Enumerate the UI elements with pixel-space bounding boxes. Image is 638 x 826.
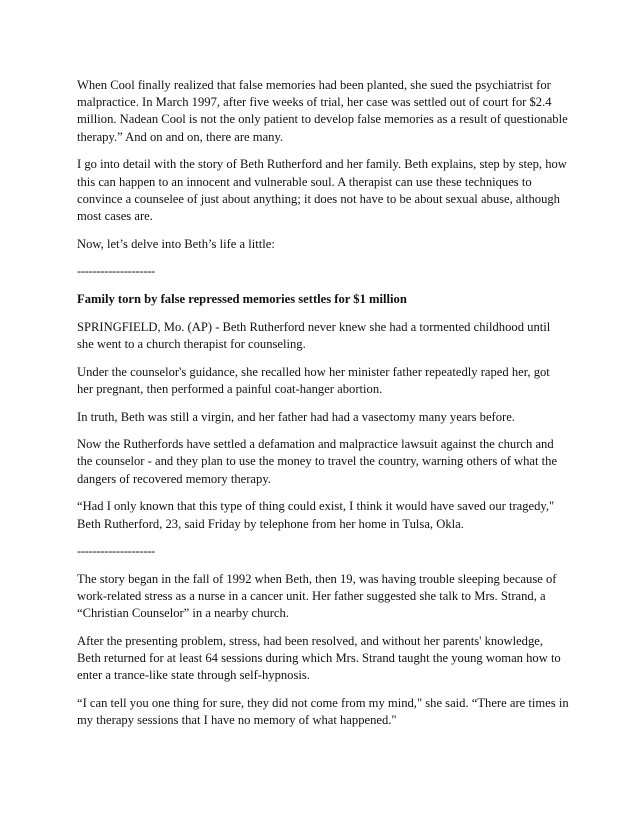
text-line: Under the counselor's guidance, she recalled how her minister father repeatedly raped her, got (77, 364, 550, 379)
text-line: I go into detail with the story of Beth Rutherford and her family. Beth explains, step by step, how (77, 157, 567, 172)
text-line: SPRINGFIELD, Mo. (AP) - Beth Rutherford never knew she had a tormented childhood until (77, 319, 551, 334)
text-line: Beth Rutherford, 23, said Friday by telephone from her home in Tulsa, Okla. (77, 516, 464, 531)
article-heading: Family torn by false repressed memories settles for $1 million (77, 292, 407, 307)
text-line: Now the Rutherfords have settled a defamation and malpractice lawsuit against the church and (77, 437, 554, 452)
text-line: the counselor - and they plan to use the money to travel the country, warning others of what the (77, 454, 558, 469)
text-line: The story began in the fall of 1992 when Beth, then 19, was having trouble sleeping because of (77, 571, 557, 586)
text-line: her pregnant, then performed a painful coat-hanger abortion. (77, 381, 383, 396)
text-line: work-related stress as a nurse in a cancer unit. Her father suggested she talk to Mrs. Strand, a (77, 589, 546, 604)
paragraph-sessions (77, 633, 567, 685)
text-line: therapy.” And on and on, there are many. (77, 129, 284, 144)
text-line: my therapy sessions that I have no memory of what happened." (77, 713, 397, 728)
text-line: million. Nadean Cool is not the only patient to develop false memories as a result of questionable (77, 112, 568, 127)
paragraph-settlement (77, 436, 567, 488)
paragraph-in-truth (77, 409, 567, 426)
text-line: “Had I only known that this type of thing could exist, I think it would have saved our tragedy," (77, 499, 555, 514)
text-line: In truth, Beth was still a virgin, and her father had had a vasectomy many years before. (77, 409, 515, 424)
text-line: she went to a church therapist for counseling. (77, 336, 306, 351)
text-line: “I can tell you one thing for sure, they did not come from my mind," she said. “There are times in (77, 696, 569, 711)
text-line: dangers of recovered memory therapy. (77, 471, 271, 486)
section-divider: -------------------- (77, 264, 155, 279)
text-line: When Cool finally realized that false memories had been planted, she sued the psychiatrist for (77, 78, 551, 92)
text-line: most cases are. (77, 208, 153, 223)
paragraph-story-began (77, 571, 567, 623)
paragraph-beth-intro (77, 156, 567, 225)
paragraph-delve (77, 236, 567, 253)
paragraph-quote-tragedy (77, 498, 567, 532)
text-line: convince a counselee of just about anything; it does not have to be about sexual abuse, although (77, 191, 560, 206)
text-line: enter a trance-like state through self-hypnosis. (77, 668, 310, 683)
text-line: Now, let’s delve into Beth’s life a little: (77, 236, 275, 251)
paragraph-counselor-guidance (77, 364, 567, 398)
document-page (77, 77, 567, 740)
paragraph-quote-mind (77, 695, 567, 729)
text-line: Beth returned for at least 64 sessions during which Mrs. Strand taught the young woman how to (77, 651, 561, 666)
text-line: this can happen to an innocent and vulnerable soul. A therapist can use these techniques to (77, 174, 532, 189)
text-line: malpractice. In March 1997, after five weeks of trial, her case was settled out of court for $2.4 (77, 95, 552, 110)
paragraph-nadean-cool (77, 77, 567, 146)
text-line: After the presenting problem, stress, had been resolved, and without her parents' knowledge, (77, 634, 544, 649)
text-line: “Christian Counselor” in a nearby church. (77, 606, 289, 621)
paragraph-springfield (77, 319, 567, 353)
section-divider: -------------------- (77, 544, 155, 559)
